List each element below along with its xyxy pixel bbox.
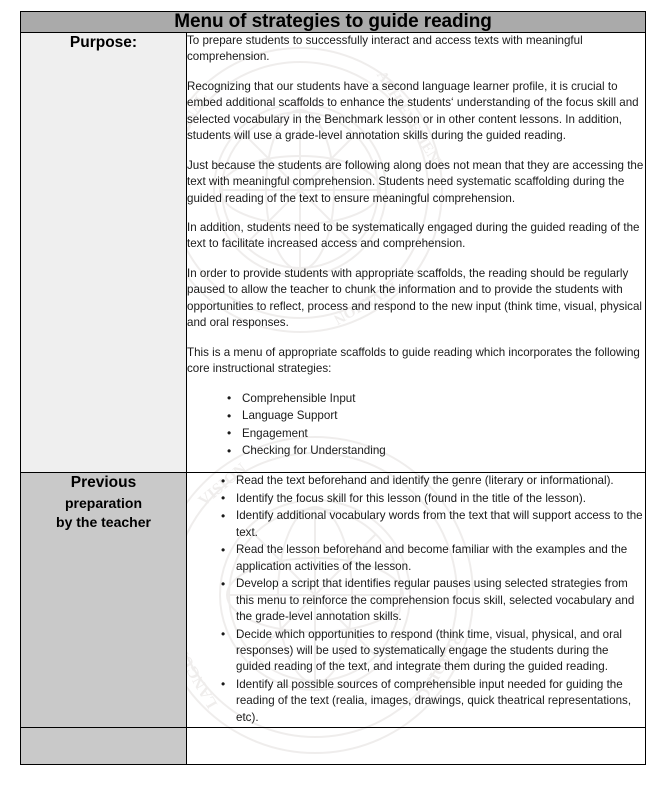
- row-content-purpose: [187, 32, 646, 473]
- list-item: • Develop a script that identifies regular pauses using selected strategies from this menu to reinforce the comprehension focus skill, selected vocabulary and the grade-level annotation skills.: [221, 576, 645, 625]
- paragraph: Just because the students are following along does not mean that they are accessing the text with meaningful comprehension. Students need systematic scaffolding during the guided reading of the text to ensure meaningful comprehension.: [187, 158, 644, 205]
- spacer-content-cell: [187, 728, 646, 765]
- list-item: • Identify all possible sources of comprehensible input needed for guiding the reading of the text (realia, images, drawings, quick theatrical representations, etc).: [221, 677, 645, 726]
- preparation-bullet-list: [187, 473, 645, 726]
- list-item: • Engagement: [227, 426, 645, 442]
- row-label-purpose: [21, 32, 187, 473]
- spacer-label-cell: [21, 728, 187, 765]
- paragraph: In addition, students need to be systematically engaged during the guided reading of the text to facilitate increased access and comprehension.: [187, 221, 640, 251]
- paragraph: In order to provide students with appropriate scaffolds, the reading should be regularly paused to allow the teacher to chunk the information and to provide the students with opportunities to reflect, process and respond to the new input (think time, visual, physical and oral responses.: [187, 266, 642, 330]
- paragraph: To prepare students to successfully interact and access texts with meaningful comprehension.: [187, 33, 583, 64]
- strategy-bullet-list: [187, 391, 645, 460]
- paragraph: This is a menu of appropriate scaffolds to guide reading which incorporates the following core instructional strategies:: [187, 345, 640, 376]
- svg-text:VISION: VISION: [195, 460, 251, 510]
- list-item: • Decide which opportunities to respond (think time, visual, physical, and oral responses) will be used to systematically engage the students during the guided reading of the text, and integrate them during the guided reading.: [221, 627, 645, 676]
- row-content-previous-preparation: [187, 473, 646, 728]
- list-item: • Read the text beforehand and identify the genre (literary or informational).: [221, 473, 645, 489]
- table-spacer-row: [21, 728, 646, 765]
- row-label-text-line-3: by the teacher: [56, 514, 151, 531]
- list-item: • Checking for Understanding: [227, 443, 645, 459]
- banner-cell: [21, 12, 646, 33]
- svg-text:ACHIEVEMENT: ACHIEVEMENT: [372, 68, 448, 175]
- list-item: • Read the lesson beforehand and become familiar with the examples and the application activities of the lesson.: [221, 542, 645, 575]
- table-row: [21, 32, 646, 473]
- row-label-text-line-2: preparation: [64, 495, 142, 512]
- row-label-text-line-1: Previous: [70, 474, 137, 492]
- svg-text:DIVISION: DIVISION: [330, 278, 400, 328]
- strategies-table: [20, 11, 646, 765]
- svg-text:READING: READING: [413, 629, 466, 704]
- row-label-text: Purpose:: [69, 33, 138, 51]
- table-row: [21, 473, 646, 728]
- table-header-row: [21, 12, 646, 33]
- paragraph: Recognizing that our students have a second language learner profile, it is crucial to embed additional scaffolds to enhance the students‘ understanding of the focus skill and selected vocabulary in the Benchmark lesson or in other content lessons. In addition, students will use a grade-level annotation skills during the guided reading.: [187, 79, 639, 143]
- list-item: • Comprehensible Input: [227, 391, 645, 407]
- list-item: • Identify additional vocabulary words from the text that will support access to the text.: [221, 508, 645, 541]
- list-item: • Language Support: [227, 408, 645, 424]
- page-title: Menu of strategies to guide reading: [174, 11, 492, 32]
- svg-text:LANGUAGE: LANGUAGE: [160, 622, 222, 712]
- row-label-previous-preparation: [21, 473, 187, 728]
- list-item: • Identify the focus skill for this lesson (found in the title of the lesson).: [221, 491, 645, 507]
